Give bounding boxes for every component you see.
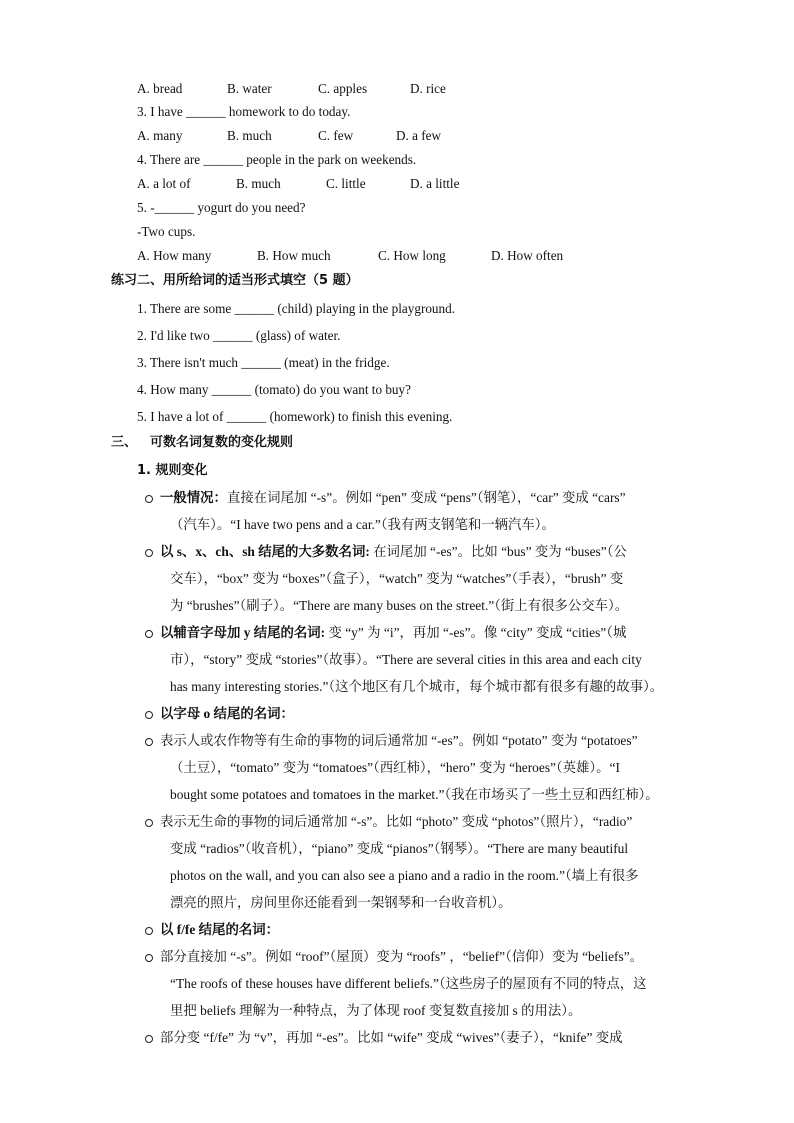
rule-o-nonliving	[160, 808, 690, 916]
q2-option-c: C. apples	[318, 81, 368, 96]
rule-o-living	[160, 727, 690, 808]
rule-general-label: 一般情况：	[160, 490, 227, 505]
rule-f-direct-text: “The roofs of these houses have different beliefs.”（这些房子的屋顶有不同的特点，这	[170, 976, 647, 991]
rule-o-nonliving-text: 表示无生命的事物的词后通常加 “-s”。比如 “photo” 变成 “photos”（照片），“radio”	[160, 814, 633, 829]
rule-f-fe-label: 以 f/fe 结尾的名词：	[160, 922, 280, 937]
rule-sxchsh-text: 交车），“box” 变为 “boxes”（盒子），“watch” 变为 “watches”（手表），“brush” 变	[170, 571, 624, 586]
exercise2-item: 1. There are some ______ (child) playing in the playground.	[137, 301, 456, 316]
q4-option-c: C. little	[326, 176, 366, 191]
bullet-icon	[145, 495, 153, 503]
rule-consonant-y-text: has many interesting stories.”（这个地区有几个城市，每个城市都有很多有趣的故事）。	[170, 679, 664, 694]
q5-answer-line: -Two cups.	[137, 224, 196, 239]
rule-f-fe	[160, 916, 690, 943]
q3-option-a: A. many	[137, 128, 183, 143]
bullet-icon	[145, 711, 153, 719]
q5-option-d: D. How often	[491, 248, 564, 263]
bullet-icon	[145, 738, 153, 746]
rule-f-direct-text: 里把 beliefs 理解为一种特点，为了体现 roof 变复数直接加 s 的用法）。	[170, 1003, 582, 1018]
q3-option-d: D. a few	[396, 128, 442, 143]
rule-general-text: （汽车）。“I have two pens and a car.”（我有两支钢笔和一辆汽车）。	[170, 517, 555, 532]
q3-stem: 3. I have ______ homework to do today.	[137, 104, 351, 119]
rule-o-nonliving-text: 变成 “radios”（收音机），“piano” 变成 “pianos”（钢琴）。“There are many beautiful	[170, 841, 629, 856]
exercise2-item: 4. How many ______ (tomato) do you want to buy?	[137, 382, 411, 397]
q4-option-d: D. a little	[410, 176, 460, 191]
q4-option-b: B. much	[236, 176, 281, 191]
bullet-icon	[145, 819, 153, 827]
q5-option-a: A. How many	[137, 248, 212, 263]
rule-consonant-y-text: 变 “y” 为 “i”，再加 “-es”。像 “city” 变成 “cities”（城	[325, 625, 627, 640]
q3-option-c: C. few	[318, 128, 354, 143]
q4-option-a: A. a lot of	[137, 176, 191, 191]
rule-consonant-y-text: 市），“story” 变成 “stories”（故事）。“There are several cities in this area and each city	[170, 652, 642, 667]
bullet-icon	[145, 630, 153, 638]
q5-stem: 5. -______ yogurt do you need?	[137, 200, 306, 215]
bullet-icon	[145, 927, 153, 935]
exercise2-title: 练习二、用所给词的适当形式填空（5 题）	[111, 273, 359, 288]
rule-o-ending-label: 以字母 o 结尾的名词：	[160, 706, 294, 721]
rule-consonant-y-label: 以辅音字母加 y 结尾的名词:	[160, 625, 326, 640]
rule-general	[160, 484, 690, 538]
exercise2-item: 3. There isn't much ______ (meat) in the fridge.	[137, 355, 390, 370]
bullet-icon	[145, 1035, 153, 1043]
q2-option-b: B. water	[227, 81, 272, 96]
rule-sxchsh-label: 以 s、x、ch、sh 结尾的大多数名词:	[160, 544, 370, 559]
section3-title: 可数名词复数的变化规则	[150, 435, 294, 450]
rule-f-change	[160, 1024, 690, 1051]
rule-general-text: 直接在词尾加 “-s”。例如 “pen” 变成 “pens”（钢笔），“car” 变成 “cars”	[226, 490, 626, 505]
rule-sxchsh-text: 为 “brushes”（刷子）。“There are many buses on the street.”（街上有很多公交车）。	[170, 598, 629, 613]
rule-f-direct-text: 部分直接加 “-s”。例如 “roof”（屋顶）变为 “roofs” ，“belief”（信仰）变为 “beliefs”。	[160, 949, 644, 964]
q4-stem: 4. There are ______ people in the park on weekends.	[137, 152, 417, 167]
q2-option-d: D. rice	[410, 81, 446, 96]
rule-o-living-text: （土豆），“tomato” 变为 “tomatoes”（西红柿），“hero” 变为 “heroes”（英雄）。“I	[170, 760, 620, 775]
rule-o-living-text: 表示人或农作物等有生命的事物的词后通常加 “-es”。例如 “potato” 变为 “potatoes”	[160, 733, 638, 748]
bullet-icon	[145, 549, 153, 557]
rule-sxchsh	[160, 538, 690, 619]
rule-o-ending	[160, 700, 690, 727]
rule-o-nonliving-text: photos on the wall, and you can also see a piano and a radio in the room.”（墙上有很多	[170, 868, 639, 883]
section3-subheading: 1. 规则变化	[137, 463, 208, 478]
section3-number: 三、	[111, 435, 138, 450]
q2-option-a: A. bread	[137, 81, 183, 96]
q5-option-c: C. How long	[378, 248, 446, 263]
exercise2-item: 2. I'd like two ______ (glass) of water.	[137, 328, 341, 343]
q5-option-b: B. How much	[257, 248, 331, 263]
q3-option-b: B. much	[227, 128, 272, 143]
rule-o-nonliving-text: 漂亮的照片，房间里你还能看到一架钢琴和一台收音机）。	[170, 895, 512, 910]
exercise2-item: 5. I have a lot of ______ (homework) to finish this evening.	[137, 409, 453, 424]
rule-sxchsh-text: 在词尾加 “-es”。比如 “bus” 变为 “buses”（公	[369, 544, 627, 559]
bullet-icon	[145, 954, 153, 962]
rule-f-direct	[160, 943, 690, 1024]
rule-f-change-text: 部分变 “f/fe” 为 “v”，再加 “-es”。比如 “wife” 变成 “wives”（妻子），“knife” 变成	[160, 1030, 623, 1045]
rule-o-living-text: bought some potatoes and tomatoes in the market.”（我在市场买了一些土豆和西红柿）。	[170, 787, 659, 802]
rule-consonant-y	[160, 619, 690, 700]
